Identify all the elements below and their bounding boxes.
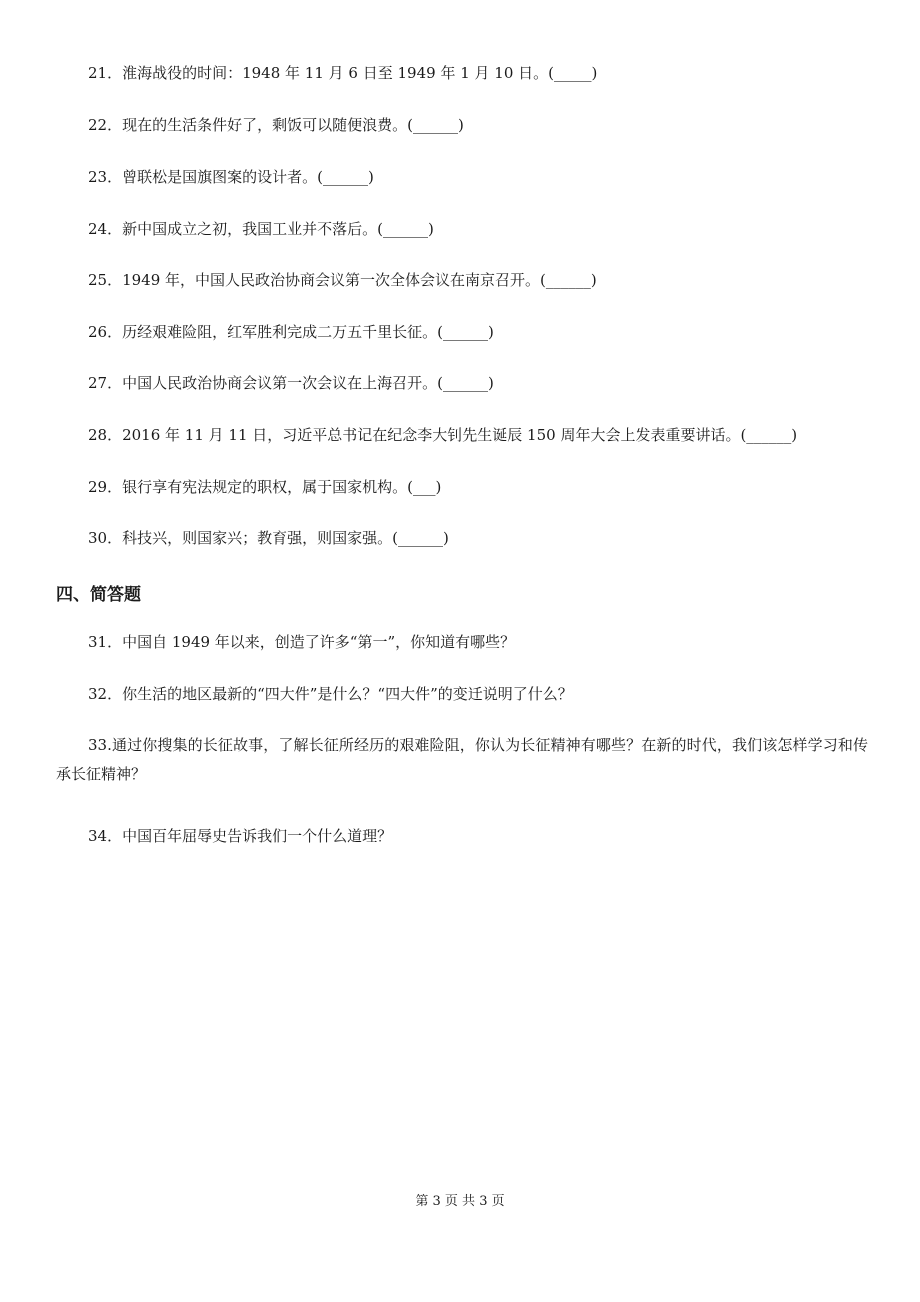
question-number: 23 [88,168,108,186]
question-number: 30 [88,529,108,547]
question-number: 25 [88,271,108,289]
question-number: 34 [88,827,108,845]
question-number: 28 [88,426,108,444]
page-footer: 第 3 页 共 3 页 [415,1194,505,1209]
section-title: 四、简答题 [56,585,141,605]
question-text: ．你生活的地区最新的“四大件”是什么？“四大件”的变迁说明了什么？ [107,685,573,703]
question-text: ．2016 年 11 月 11 日，习近平总书记在纪念李大钊先生诞辰 150 周年大会上发表重要讲话。(______) [107,426,798,444]
question-text: ．曾联松是国旗图案的设计者。(______) [107,168,374,186]
question-29 [88,477,441,497]
question-26 [88,322,494,342]
question-text: ．科技兴，则国家兴；教育强，则国家强。(______) [107,529,449,547]
question-number: 24 [88,220,108,238]
question-27 [88,373,494,393]
question-number: 32 [88,685,108,703]
question-text: ．1949 年，中国人民政治协商会议第一次全体会议在南京召开。(______) [107,271,597,289]
question-number: 29 [88,478,108,496]
question-34 [88,826,392,846]
question-number: 31 [88,633,108,651]
question-30 [88,528,449,548]
question-31 [88,632,515,652]
question-33 [56,731,868,789]
question-number: 26 [88,323,108,341]
question-text: ．中国自 1949 年以来，创造了许多“第一”，你知道有哪些？ [107,633,516,651]
question-22 [88,115,464,135]
question-text: ．现在的生活条件好了，剩饭可以随便浪费。(______) [107,116,464,134]
question-24 [88,219,434,239]
question-32 [88,684,573,704]
question-23 [88,167,374,187]
question-text: .通过你搜集的长征故事，了解长征所经历的艰难险阻，你认为长征精神有哪些？在新的时代，我们该怎样学习和传承长征精神？ [56,736,868,783]
question-text: ．银行享有宪法规定的职权，属于国家机构。(___) [107,478,442,496]
question-number: 21 [88,64,108,82]
question-text: ．中国人民政治协商会议第一次会议在上海召开。(______) [107,374,494,392]
question-text: ．淮海战役的时间：1948 年 11 月 6 日至 1949 年 1 月 10 日。(_____) [107,64,598,82]
question-25 [88,270,597,290]
question-number: 33 [88,736,108,754]
question-28 [88,425,797,445]
question-text: ．中国百年屈辱史告诉我们一个什么道理？ [107,827,393,845]
question-number: 22 [88,116,108,134]
question-text: ．历经艰难险阻，红军胜利完成二万五千里长征。(______) [107,323,494,341]
question-text: ．新中国成立之初，我国工业并不落后。(______) [107,220,434,238]
question-number: 27 [88,374,108,392]
question-21 [88,63,597,83]
